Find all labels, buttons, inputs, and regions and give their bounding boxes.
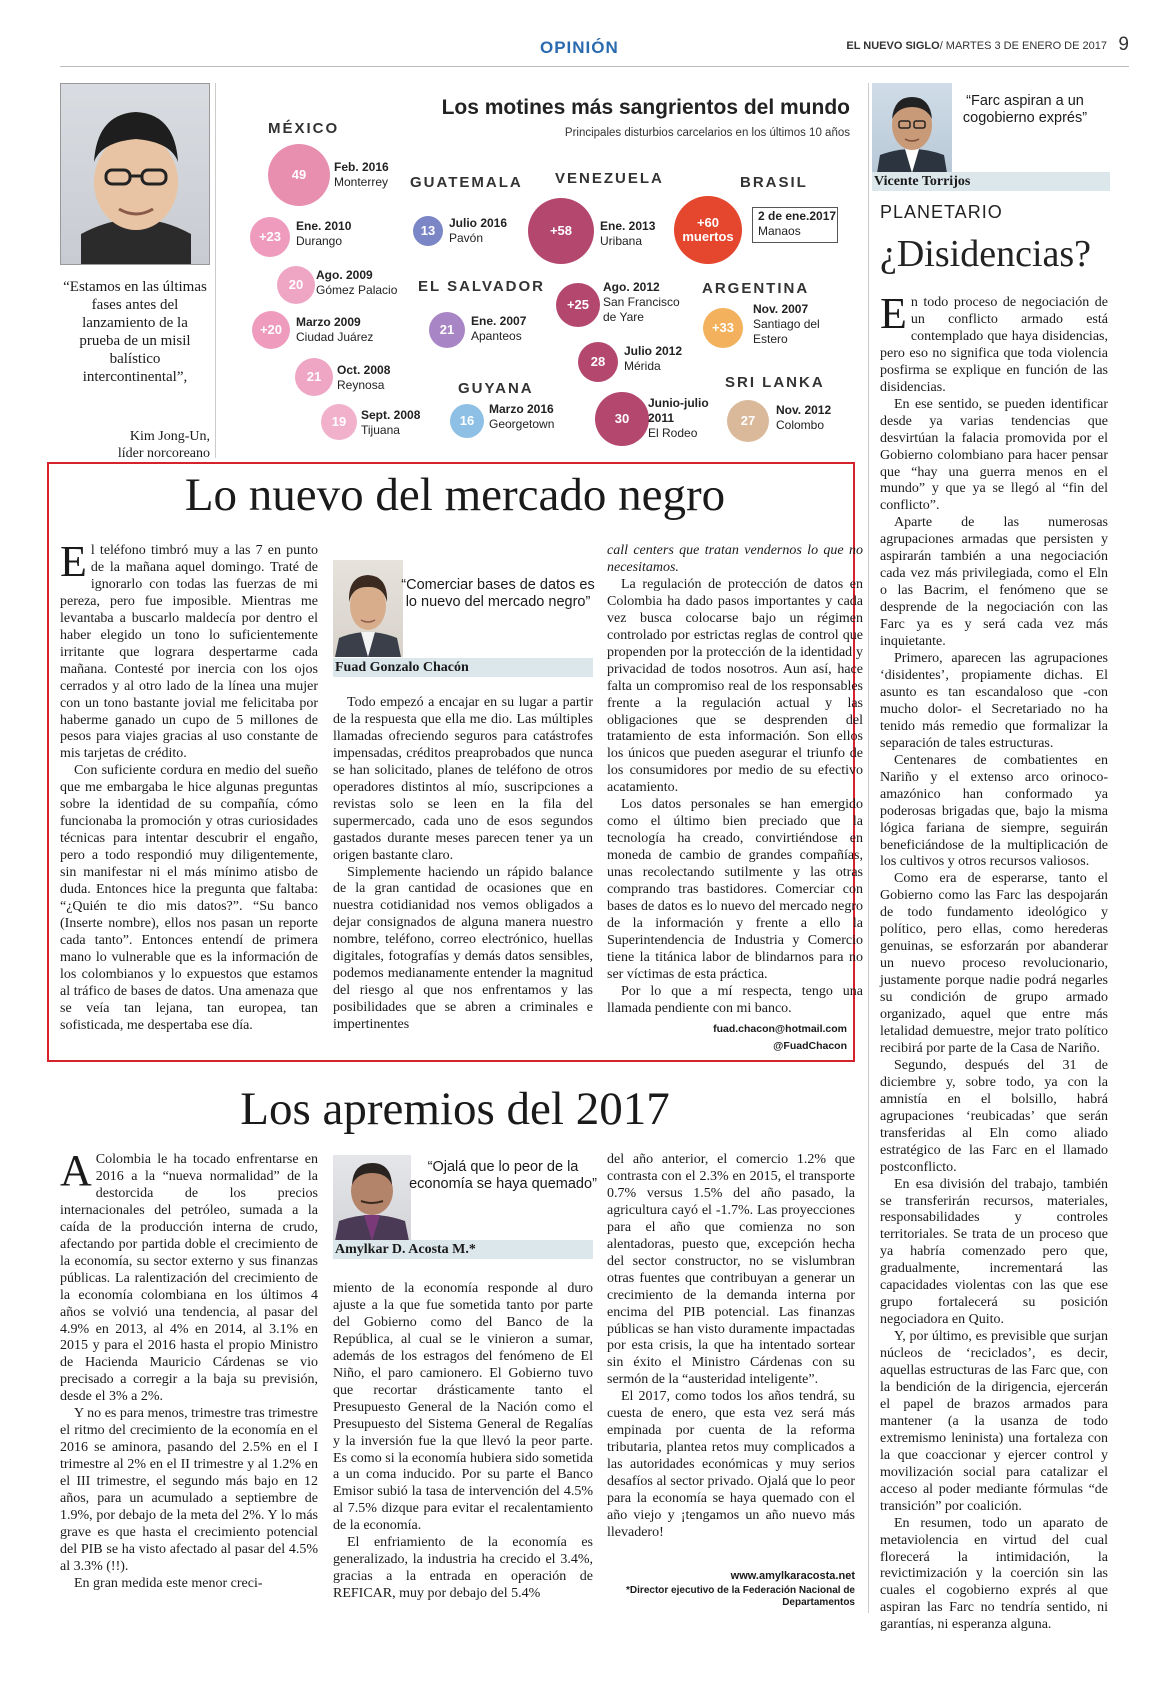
torrijos-byline: Vicente Torrijos <box>872 172 1110 191</box>
article-paragraph: Aparte de las numerosas agrupaciones armadas que persisten y aspirarán también a una negociación cada vez más privilegiada, como el Eln o las Bacrim, el fenómeno que se desprende de la negociación con las Farc ya es y será cada vez más inquietante. <box>880 515 1108 650</box>
article-paragraph: La regulación de protección de datos en Colombia ha dado pasos importantes y cada vez busca colocarse bajo un régimen controlado por estrictas reglas de control que propenden por la protección de la identidad y privacidad de todos nosotros. Aun así, hace falta un compromiso real de los responsables frente a la regulación actual y las obligaciones que se desprenden del tratamiento de esta información. Son ellos los únicos que pueden asegurar el triunfo de los consumidores por medio de su efectivo acatamiento. <box>607 576 863 796</box>
event-bubble: 21 <box>295 358 333 396</box>
mercado-column-2 <box>333 695 593 1034</box>
page-number: 9 <box>1118 34 1129 55</box>
event-label <box>449 216 507 246</box>
event-place: Reynosa <box>337 378 385 392</box>
kim-quote: “Estamos en las últimas fases antes del lanzamiento de la prueba de un misil balístico intercontinental”, <box>63 279 207 385</box>
country-venezuela: VENEZUELA <box>555 170 664 187</box>
article-paragraph: Y, por último, es previsible que surjan núcleos de ‘reciclados’, es decir, aquellas estructuras de las Farc que, con la bendición de la dirigencia, ejercerán el papel de brazos armados para mantener (a la usanza de todo extremismo leninista) una fortaleza con la que coaccionar y ejercer control y movilización social para catalizar el acceso al poder mediante fórmulas “de transición” por coalición. <box>880 1329 1108 1514</box>
article-paragraph: del año anterior, el comercio 1.2% que contrasta con el 2.3% en 2015, el transporte 0.7% versus 1.5% del año pasado, la agricultura cayó el -1.7%. Las proyecciones para el año que comienza no son alentadoras, puesto que, excepción hecha del sector constructor, no se vislumbran otras fuentes que contribuyan a generar un crecimiento de la demanda interna por encima del PIB potencial. Las finanzas públicas se han visto duramente impactadas por esta crisis, la que ha intentado sortear sin éxito el Ministro Cárdenas con su sermón de la “austeridad inteligente”. <box>607 1152 855 1388</box>
acosta-quote: “Ojalá que lo peor de la economía se haya quemado” <box>409 1159 597 1192</box>
event-place: Monterrey <box>334 175 389 189</box>
event-label <box>361 408 420 438</box>
article-paragraph: Con suficiente cordura en medio del sueño que me embargaba le hice algunas preguntas sobre la identidad de su compañía, cómo funcionaba la promoción y otras curiosidades técnicas para intentar descubrir el engaño, pero a todo respondió muy diligentemente, sin manifestar ni el más mínimo atisbo de duda. Entonces hice la pregunta que faltaba: “¿Quién te dio mis datos?”. “Su banco (Inserte nombre), ellos nos pasan un reporte cada tanto”. Entonces entendí de primera mano lo vulnerable que es la información de los colombianos y lo expuestos que estamos al tráfico de bases de datos. Una amenaza que se veía tan lejana, tan europea, tan sofisticada, me despertaba ese día. <box>60 763 318 1033</box>
column-divider <box>868 83 869 1613</box>
article-paragraph: call centers que tratan vendernos lo que no necesitamos. <box>607 543 863 575</box>
event-date: Oct. 2008 <box>337 363 391 377</box>
disidencias-title: ¿Disidencias? <box>880 233 1092 275</box>
event-place: Ciudad Juárez <box>296 330 374 344</box>
infographic-subtitle: Principales disturbios carcelarios en los últimos 10 años <box>564 127 850 139</box>
event-label <box>600 219 655 249</box>
apremios-title: Los apremios del 2017 <box>240 1083 670 1135</box>
disidencias-body <box>880 289 1108 1634</box>
article-paragraph: Como era de esperarse, tanto el Gobierno como las Farc las despojarán de todo fundamento ideológico y político, pero ellas, como herederas genuinas, se esforzarán por abanderar un nuevo proceso revolucionario, justamente porque nadie podrá negarles su condición de grupo armado organizado, aquel que entre más letalidad demuestre, mejor trato político recibirá por parte de la Casa de Nariño. <box>880 871 1108 1056</box>
event-label <box>603 280 683 325</box>
event-bubble: +33 <box>703 308 743 348</box>
event-date: Marzo 2016 <box>489 402 554 416</box>
country-el-salvador: EL SALVADOR <box>418 278 546 295</box>
country-guyana: GUYANA <box>458 380 534 397</box>
article-paragraph: En resumen, todo un aparato de metaviolencia en virtud del cual florecerá la intimidación, la revictimización y la coerción sin las cuales el cogobierno exprés al que aspiran las Farc no tendría sentido, ni garantías, ni esperanza alguna. <box>880 1515 1108 1633</box>
event-bubble: 49 <box>268 144 330 206</box>
issue-date: / MARTES 3 DE ENERO DE 2017 <box>939 40 1107 52</box>
acosta-website[interactable]: www.amylkaracosta.net <box>730 1570 855 1582</box>
article-paragraph: En gran medida este menor creci- <box>74 1575 263 1591</box>
event-place: Pavón <box>449 231 484 245</box>
event-date: Ene. 2007 <box>471 314 527 328</box>
event-date: Ene. 2013 <box>600 219 656 233</box>
article-paragraph: Por lo que a mí respecta, tengo una llamada pendiente con mi banco. <box>607 983 863 1016</box>
event-place: Manaos <box>758 224 801 238</box>
event-bubble: 21 <box>429 312 465 348</box>
event-date: Nov. 2012 <box>776 403 832 417</box>
article-paragraph: miento de la economía responde al duro ajuste a la que fue sometida tanto por parte del Gobierno como del Banco de la República, al cual se le vinieron a sumar, además de los estragos del fenómeno de El Niño, el paro camionero. El Gobierno tuvo que recortar drásticamente tanto el Presupuesto General de la Nación como el Presupuesto del Sistema General de Regalías y la inversión fue la que llevó la peor parte. Es como si la economía hubiera sido sometida a un coma inducido. Por su parte el Banco Emisor subió la tasa de intervención del 4.5% al 7.5% dizque para evitar el recalentamiento de la economía. <box>333 1281 593 1534</box>
event-date: Julio 2016 <box>449 216 508 230</box>
torrijos-quote: “Farc aspiran a un cogobierno exprés” <box>962 93 1088 126</box>
article-paragraph: El 2017, como todos los años tendrá, su cuesta de enero, que esta vez será más empinada por cuenta de la reforma tributaria, plantea retos muy complicados a las autoridades económicas y muy serios desafíos al sector privado. Ojalá que lo peor para la economía se haya quemado con el año viejo y ¡tengamos un año nuevo más llevadero! <box>607 1389 855 1540</box>
article-paragraph: Todo empezó a encajar en su lugar a partir de la respuesta que ella me dio. Las múltiples llamadas ofreciendo seguros para catástrofes impensadas, créditos preaprobados que nunca se han solicitado, planes de teléfono de otros operadores distintos al mío, suscripciones a revistas solo se leen en la fila del supermercado, cada uno de esos segundos gastados durante meses parecen tener ya un origen bastante claro. <box>333 695 593 863</box>
event-label <box>316 268 397 298</box>
event-place: Colombo <box>776 418 825 432</box>
event-date: Julio 2012 <box>624 344 683 358</box>
acosta-role-note: *Director ejecutivo de la Federación Nacional de Departamentos <box>626 1585 855 1608</box>
event-bubble: 16 <box>450 404 484 438</box>
article-paragraph: El enfriamiento de la economía es generalizado, la industria ha crecido el 3.4%, gracias a la entrada en operación de REFICAR, muy por debajo del 5.4% <box>333 1535 593 1602</box>
event-label <box>648 396 728 441</box>
event-bubble: +58 <box>528 198 594 264</box>
event-label <box>296 315 373 345</box>
article-paragraph: El teléfono timbró muy a las 7 en punto de la mañana aquel domingo. Traté de ignorarlo con todas las fuerzas de mi pereza, pero fue imposible. Mientras me levantaba a buscarlo maldecía por dentro el haber elegido un tono lo suficientemente irritante que lograra despertarme cada mañana. Contesté por inercia con los ojos cerrados y al otro lado de la línea una mujer con un tono bastante jovial me felicitaba por haberme ganado un cupo de 5 millones de pesos para viajes gracias al uso constante de mis tarjetas de crédito. <box>60 537 318 762</box>
event-date: Marzo 2009 <box>296 315 361 329</box>
country-sri-lanka: SRI LANKA <box>725 374 825 391</box>
event-label <box>296 219 351 249</box>
event-date: Feb. 2016 <box>334 160 389 174</box>
kim-attribution <box>60 428 210 462</box>
article-paragraph: En ese sentido, se pueden identificar desde ya varias tendencias que desvirtúan la falacia promovida por el Gobierno colombiano para hacer pensar que “hay una guerra menos en el mundo” y que ya se llegó al “fin del conflicto”. <box>880 396 1108 514</box>
mercado-negro-title: Lo nuevo del mercado negro <box>184 469 726 521</box>
mercado-column-3 <box>607 543 863 1018</box>
event-place: Mérida <box>624 359 661 373</box>
chacon-quote: “Comerciar bases de datos es lo nuevo del mercado negro” <box>401 577 595 610</box>
country-brasil: BRASIL <box>740 174 808 191</box>
country-guatemala: GUATEMALA <box>410 174 523 191</box>
vicente-torrijos-photo <box>872 83 952 173</box>
article-paragraph: Los datos personales se han emergido como el último bien preciado que la tecnología ha creado, convirtiéndose en moneda de cambio de grandes compañías, unas recolectando sutilmente y las otras comprando tras bastidores. Comerciar con bases de datos es lo nuevo del mercado negro de la información y frente a ello la Superintendencia de Industria y Comercio tiene la titánica labor de blindarnos para no ser víctimas de esta práctica. <box>607 797 863 982</box>
kim-jong-un-photo <box>60 83 210 265</box>
article-paragraph: En esa división del trabajo, también se transferirán recursos, materiales, responsabilidades y controles territoriales. Se trata de un proceso que ya habría comenzado pero que, gradualmente, incrementará las capacidades violentas con las que ese grupo fortalecerá su posición negociadora en Quito. <box>880 1176 1108 1328</box>
event-bubble: 27 <box>727 400 769 442</box>
section-title: OPINIÓN <box>540 38 619 57</box>
article-paragraph: A Colombia le ha tocado enfrentarse en 2016 a la “nueva normalidad” de la destorcida de los precios internacionales del petróleo, sumada a la caída de la producción interna de crudo, afectando por partida doble el crecimiento de la economía, su sector externo y sus finanzas públicas. La ralentización del crecimiento de la economía colombiana en los últimos 4 años se volvió una tendencia, al pasar del 4.9% en 2013, al 4% en 2014, al 3.1% en 2015 y para el 2016 hasta el propio Ministro de Hacienda Mauricio Cárdenas se vio precisado a corregir a la baja su previsión, desde el 3% a 2%. <box>60 1146 318 1405</box>
event-date: Ago. 2009 <box>316 268 373 282</box>
event-place: Santiago del Estero <box>753 317 820 346</box>
event-bubble: +60 muertos <box>674 196 742 264</box>
event-place: Apanteos <box>471 329 522 343</box>
apremios-column-2 <box>333 1281 593 1603</box>
header-divider <box>60 66 1129 67</box>
event-date: Sept. 2008 <box>361 408 421 422</box>
masthead <box>846 40 1107 52</box>
apremios-column-3 <box>607 1152 855 1542</box>
event-label <box>753 302 823 347</box>
drop-cap: A <box>60 1146 92 1195</box>
article-paragraph: Simplemente haciendo un rápido balance de la gran cantidad de ocasiones que en nuestra cotidianidad nos vemos obligados a dejar consignados de alguna manera nuestro nombre, teléfono, correo electrónico, huellas digitales, fotografías y demás datos sensibles, podemos medianamente entender la magnitud del riesgo al que nos enfrentamos y las posibilidades que se abren a criminales e impertinentes <box>333 864 593 1033</box>
chacon-twitter[interactable]: @FuadChacon <box>773 1040 847 1052</box>
event-date: Nov. 2007 <box>753 302 809 316</box>
fuad-chacon-photo <box>333 560 403 657</box>
kim-role: líder norcoreano <box>117 446 210 461</box>
drop-cap: E <box>60 537 87 586</box>
event-bubble: +23 <box>250 217 290 257</box>
event-date: Ene. 2010 <box>296 219 352 233</box>
event-bubble: 28 <box>578 342 618 382</box>
country-argentina: ARGENTINA <box>702 280 810 297</box>
event-place: San Francisco de Yare <box>603 295 680 324</box>
event-bubble: +25 <box>556 283 600 327</box>
article-paragraph: Segundo, después del 31 de diciembre y, sobre todo, ya con la amnistía en el bolsillo, habrá agrupaciones ‘reubicadas’ que serán transferidas al Eln como aliado estratégico de las Farc en el llamado postconflicto. <box>880 1057 1108 1175</box>
article-paragraph: Centenares de combatientes en Nariño y el extenso arco orinoco-amazónico han conformado ya poderosas brigadas que, bajo la misma lógica fariana de siempre, seguirán beneficiándose de la multiplicación de los cultivos y otros recursos valiosos. <box>880 752 1108 870</box>
event-bubble: 20 <box>277 266 315 304</box>
chacon-email[interactable]: fuad.chacon@hotmail.com <box>713 1023 847 1035</box>
column-kicker: PLANETARIO <box>880 202 1003 222</box>
event-bubble: 19 <box>321 404 357 440</box>
event-label <box>337 363 390 393</box>
event-bubble: 13 <box>413 216 443 246</box>
chacon-byline: Fuad Gonzalo Chacón <box>333 658 593 677</box>
apremios-column-1 <box>60 1146 318 1593</box>
event-date: Junio-julio 2011 <box>648 396 709 425</box>
drop-cap: E <box>880 289 907 338</box>
event-label <box>776 403 831 433</box>
mercado-column-1 <box>60 537 318 1035</box>
event-place: Georgetown <box>489 417 555 431</box>
event-label <box>489 402 554 432</box>
article-paragraph: Primero, aparecen las agrupaciones ‘disidentes’, propiamente dichas. El asunto es tan escandaloso que -con mucho dolor- el Secretariado no ha tenido más remedio que formalizar la separación de tales estructuras. <box>880 651 1108 751</box>
event-date: 2 de ene.2017 <box>758 209 837 223</box>
event-place: Tijuana <box>361 423 400 437</box>
event-label <box>624 344 682 374</box>
event-bubble: +20 <box>252 311 290 349</box>
event-label <box>758 209 836 239</box>
amylkar-acosta-photo <box>333 1155 411 1241</box>
event-bubble: 30 <box>595 392 649 446</box>
infographic-title: Los motines más sangrientos del mundo <box>441 96 850 119</box>
acosta-footnote <box>600 1570 855 1609</box>
event-place: El Rodeo <box>648 426 698 440</box>
event-place: Uribana <box>600 234 643 248</box>
kim-name: Kim Jong-Un, <box>129 429 210 444</box>
article-paragraph: En todo proceso de negociación de un conflicto armado está contemplado que haya disidencias, pero eso no significa que toda violencia posfirma se explique en función de las disidencias. <box>880 289 1108 395</box>
event-label <box>334 160 389 190</box>
paper-name: EL NUEVO SIGLO <box>846 40 940 52</box>
acosta-byline: Amylkar D. Acosta M.* <box>333 1240 593 1259</box>
article-paragraph: Y no es para menos, trimestre tras trimestre el ritmo del crecimiento de la economía en el 2016 se aminora, pasando del 2.5% en el I trimestre al 2% en el II trimestre y al 1.2% en el III trimestre, el segundo más bajo en 12 años, para un acumulado a septiembre de 1.9%, por debajo de la meta del 2%. Y lo más grave es que hasta el crecimiento potencial del PIB se ha visto afectado al pasar del 4.5% al 3.3% (!!). <box>60 1406 318 1574</box>
column-divider <box>215 83 216 458</box>
event-place: Gómez Palacio <box>316 283 398 297</box>
event-label <box>471 314 526 344</box>
event-date: Ago. 2012 <box>603 280 660 294</box>
event-place: Durango <box>296 234 343 248</box>
country-mexico: MÉXICO <box>268 120 340 137</box>
